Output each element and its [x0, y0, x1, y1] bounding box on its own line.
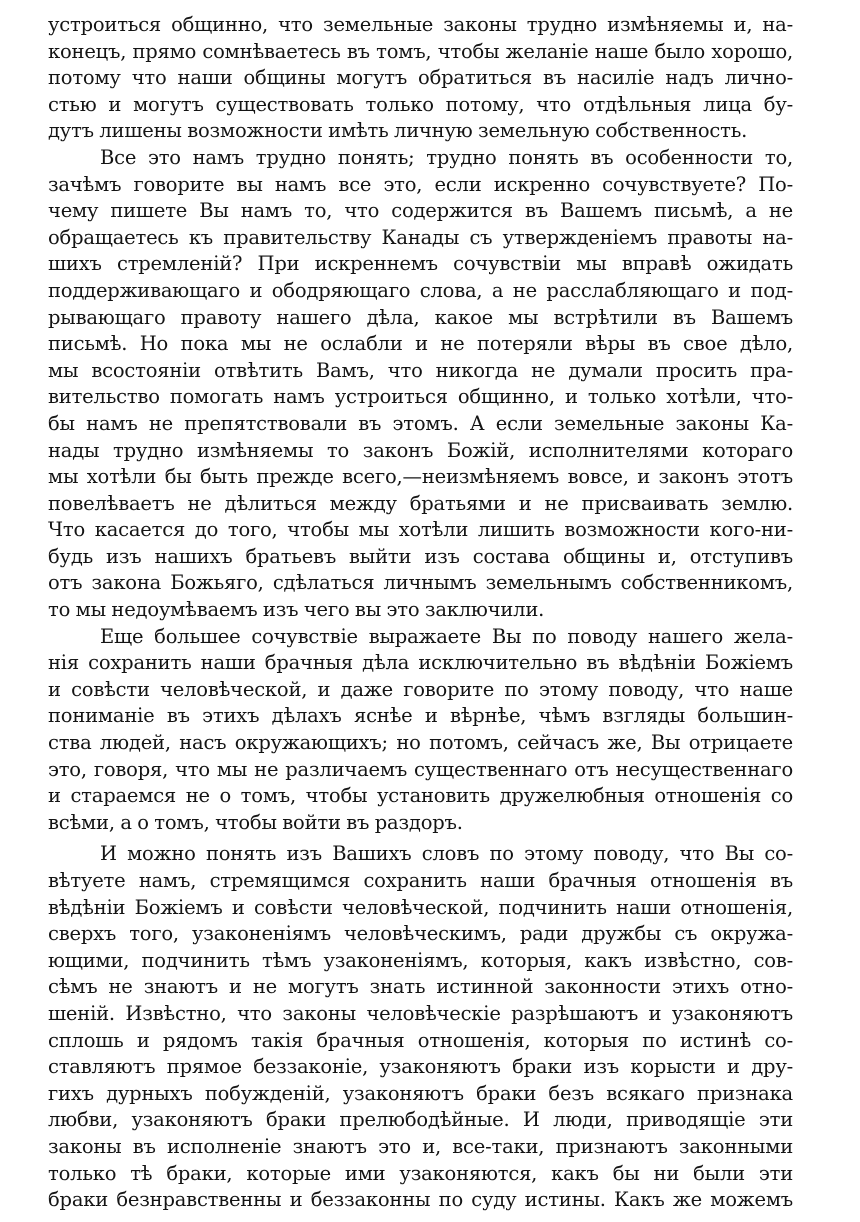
paragraph-4 — [48, 841, 793, 1213]
text-line: мы всостоянiи отвѣтить Вамъ, что никогда не думали просить пра- — [48, 358, 793, 382]
text-line: потому что наши общины могутъ обратиться въ насилiе надъ лично- — [48, 66, 793, 90]
text-line: и стараемся не о томъ, чтобы установить дружелюбныя отношенiя со — [48, 784, 793, 808]
text-line: Еще большее сочувствiе выражаете Вы по поводу нашего жела- — [100, 624, 793, 648]
text-line: браки безнравственны и беззаконны по суду истины. Какъ же можемъ — [48, 1188, 793, 1212]
text-line: и совѣсти человѣческой, и даже говорите по этому поводу, что наше — [48, 677, 793, 701]
text-line: вѣтуете намъ, стремящимся сохранить наши брачныя отношенiя въ — [48, 869, 793, 892]
text-line: Что касается до того, чтобы мы хотѣли лишить возможности кого-ни- — [48, 518, 793, 542]
text-line: вѣдѣнiи Божiемъ и совѣсти человѣческой, подчинить наши отношенiя, — [48, 895, 793, 919]
text-line: это, говоря, что мы не различаемъ существеннаго отъ несущественнаго — [48, 757, 793, 781]
text-line: сплошь и рядомъ такiя брачныя отношенiя, которыя по истинѣ со- — [48, 1028, 793, 1052]
paragraph-3 — [48, 624, 793, 837]
text-line: сѣмъ не знаютъ и не могутъ знать истинной законности этихъ отно- — [48, 975, 793, 999]
text-line: обращаетесь къ правительству Канады съ утвержденiемъ правоты на- — [48, 225, 793, 249]
text-line: нады трудно измѣняемы то законъ Божiй, исполнителями котораго — [48, 438, 793, 462]
text-line: стью и могутъ существовать только потому, что отдѣльныя лица бу- — [48, 92, 793, 116]
text-line: только тѣ браки, которые ими узаконяются, какъ бы ни были эти — [48, 1161, 793, 1185]
text-line: рывающаго правоту нашего дѣла, какое мы встрѣтили въ Вашемъ — [48, 305, 793, 329]
paragraph-2 — [48, 145, 793, 624]
text-line: зачѣмъ говорите вы намъ все это, если искренно сочувствуете? По- — [48, 172, 793, 196]
text-line: вительство помогать намъ устроиться общинно, и только хотѣли, что- — [48, 385, 793, 409]
text-body — [48, 12, 793, 1214]
text-line: ства людей, насъ окружающихъ; но потомъ, сейчасъ же, Вы отрицаете — [48, 731, 793, 755]
text-line: гихъ дурныхъ побужденiй, узаконяютъ браки безъ всякаго признака — [48, 1081, 793, 1105]
text-line: ющими, подчинить тѣмъ узаконенiямъ, которыя, какъ извѣстно, сов- — [48, 948, 793, 972]
text-line: устроиться общинно, что земельные законы трудно измѣняемы и, на- — [48, 13, 793, 36]
text-line: шенiй. Извѣстно, что законы человѣческiе разрѣшаютъ и узаконяютъ — [48, 1001, 793, 1025]
text-line: любви, узаконяютъ браки прелюбодѣйные. И люди, приводящiе эти — [48, 1108, 793, 1132]
document-page — [48, 12, 793, 1219]
text-line: будь изъ нашихъ братьевъ выйти изъ состава общины и, отступивъ — [48, 544, 793, 568]
text-line: И можно понять изъ Вашихъ словъ по этому поводу, что Вы со- — [100, 842, 793, 866]
text-line: конецъ, прямо сомнѣваетесь въ томъ, чтобы желанiе наше было хорошо, — [48, 39, 793, 63]
text-line: сверхъ того, узаконенiямъ человѣческимъ, ради дружбы съ окружа- — [48, 922, 793, 946]
text-line: ставляютъ прямое беззаконiе, узаконяютъ браки изъ корысти и дру- — [48, 1055, 793, 1079]
text-line: отъ закона Божьяго, сдѣлаться личнымъ земельнымъ собственникомъ, — [48, 571, 793, 595]
text-line: мы хотѣли бы быть прежде всего,—неизмѣняемъ вовсе, и законъ этотъ — [48, 465, 793, 489]
text-line: то мы недоумѣваемъ изъ чего вы это заключили. — [48, 598, 545, 622]
text-line: письмѣ. Но пока мы не ослабли и не потеряли вѣры въ свое дѣло, — [48, 332, 793, 356]
text-line: пониманiе въ этихъ дѣлахъ яснѣе и вѣрнѣе, чѣмъ взгляды большин- — [48, 704, 793, 728]
text-line: нiя сохранить наши брачныя дѣла исключительно въ вѣдѣнiи Божiемъ — [48, 651, 793, 675]
text-line: всѣми, а о томъ, чтобы войти въ раздоръ. — [48, 810, 463, 834]
text-line: Все это намъ трудно понять; трудно понять въ особенности то, — [100, 145, 793, 169]
text-line: шихъ стремленiй? При искреннемъ сочувствiи мы вправѣ ожидать — [48, 252, 793, 276]
text-line: законы въ исполненiе знаютъ это и, все-таки, признаютъ законными — [48, 1134, 793, 1158]
text-line: чему пишете Вы намъ то, что содержится въ Вашемъ письмѣ, а не — [48, 199, 793, 223]
text-line: поддерживающаго и ободряющаго слова, а не расслабляющаго и под- — [48, 278, 793, 302]
text-line: дутъ лишены возможности имѣть личную земельную собственность. — [48, 119, 748, 143]
paragraph-1 — [48, 12, 793, 145]
text-line: бы намъ не препятствовали въ этомъ. А если земельные законы Ка- — [48, 411, 793, 435]
text-line: повелѣваетъ не дѣлиться между братьями и не присваивать землю. — [48, 491, 793, 515]
